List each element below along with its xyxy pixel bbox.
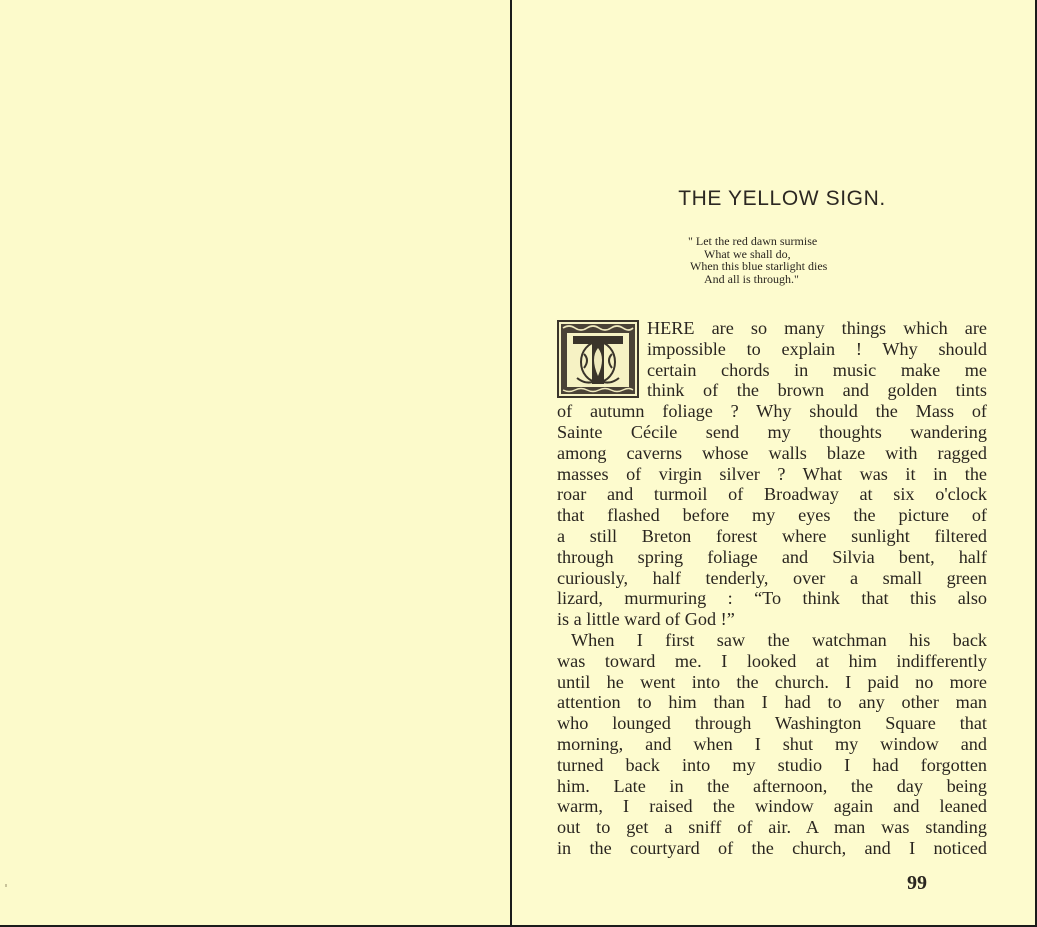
paper-speck [5, 884, 7, 887]
text-line: think of the brown and golden tints [647, 380, 987, 401]
epigraph-line: When this blue starlight dies [690, 259, 828, 273]
text-line: that flashed before my eyes the picture of [557, 505, 987, 526]
text-line: morning, and when I shut my window and [557, 733, 987, 754]
text-line: warm, I raised the window again and leaned [557, 796, 987, 817]
text-line: impossible to explain ! Why should [647, 338, 987, 359]
text-line: in the courtyard of the church, and I noticed [557, 837, 987, 858]
text-line: him. Late in the afternoon, the day being [557, 775, 987, 796]
text-line: of autumn foliage ? Why should the Mass of [557, 401, 987, 422]
text-line: through spring foliage and Silvia bent, half [557, 546, 987, 567]
text-line: Sainte Cécile send my thoughts wandering [557, 421, 987, 442]
text-line: turned back into my studio I had forgotten [557, 754, 987, 775]
text-line: masses of virgin silver ? What was it in the [557, 463, 987, 484]
epigraph-line: " Let the red dawn surmise [688, 234, 818, 248]
text-line: until he went into the church. I paid no more [557, 671, 987, 692]
right-page [512, 0, 1035, 925]
ornamental-dropcap-icon [557, 320, 639, 398]
text-line: among caverns whose walls blaze with ragged [557, 442, 987, 463]
text-line: out to get a sniff of air. A man was standing [557, 817, 987, 838]
text-line: lizard, murmuring : “To think that this also [557, 588, 987, 609]
body-text [557, 318, 987, 859]
text-line: When I first saw the watchman his back [571, 629, 987, 650]
text-line: certain chords in music make me [647, 359, 987, 380]
text-line: a still Breton forest where sunlight filtered [557, 525, 987, 546]
epigraph [688, 235, 908, 285]
epigraph-line: What we shall do, [704, 246, 791, 261]
text-line: is a little ward of God !” [557, 609, 735, 630]
text-line: attention to him than I had to any other man [557, 692, 987, 713]
page-number: 99 [907, 872, 927, 894]
text-line: curiously, half tenderly, over a small green [557, 567, 987, 588]
text-line: who lounged through Washington Square that [557, 713, 987, 734]
text-line: roar and turmoil of Broadway at six o'clock [557, 484, 987, 505]
text-line: was toward me. I looked at him indifferently [557, 650, 987, 671]
left-page-blank [0, 0, 510, 925]
chapter-title: THE YELLOW SIGN. [678, 187, 886, 210]
text-line: HERE are so many things which are [647, 318, 987, 338]
epigraph-line: And all is through." [704, 271, 799, 286]
